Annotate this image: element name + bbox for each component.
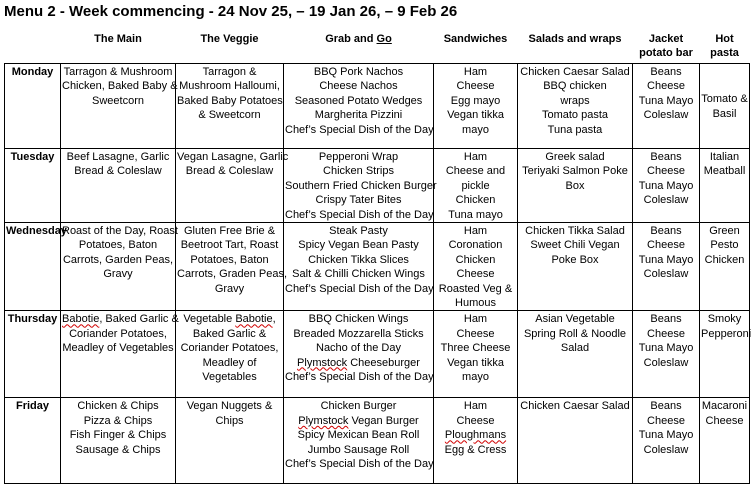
cell-grab-and-go: BBQ Chicken Wings Breaded Mozzarella Sticks Nacho of the Day Plymstock Cheeseburger Chef’s Special Dish of the Day [284,311,434,398]
cell-grab-and-go: Pepperoni Wrap Chicken Strips Southern Fried Chicken Burger Crispy Tater Bites Chef’s Special Dish of the Day [284,149,434,223]
cell-main: Tarragon & Mushroom Chicken, Baked Baby & Sweetcorn [61,64,176,149]
cell-grab-and-go: BBQ Pork Nachos Cheese Nachos Seasoned Potato Wedges Margherita Pizzini Chef’s Special Dish of the Day [284,64,434,149]
cell-jacket: Beans Cheese Tuna Mayo Coleslaw [633,64,700,149]
cell-salads: Chicken Caesar Salad BBQ chicken wraps Tomato pasta Tuna pasta [518,64,633,149]
header-hotpasta: Hot pasta [710,33,739,60]
cell-hotpasta: Tomato & Basil [700,64,750,149]
header-row [5,28,750,64]
header-veggie: The Veggie [200,33,259,45]
cell-sandwiches: Ham Cheese Three Cheese Vegan tikka mayo [434,311,518,398]
cell-sandwiches: Ham Cheese and pickle Chicken Tuna mayo [434,149,518,223]
day-friday: Friday [5,398,61,484]
cell-hotpasta: Italian Meatball [700,149,750,223]
day-monday: Monday [5,64,61,149]
menu-table [4,28,750,484]
header-day [5,28,61,64]
cell-veggie: Vegan Lasagne, Garlic Bread & Coleslaw [176,149,284,223]
cell-grab-and-go: Chicken Burger Plymstock Vegan Burger Spicy Mexican Bean Roll Jumbo Sausage Roll Chef’s Special Dish of the Day [284,398,434,484]
cell-jacket: Beans Cheese Tuna Mayo Coleslaw [633,398,700,484]
cell-veggie: Gluten Free Brie & Beetroot Tart, Roast Potatoes, Baton Carrots, Graden Peas, Gravy [176,223,284,311]
menu-title: Menu 2 - Week commencing - 24 Nov 25, – 19 Jan 26, – 9 Feb 26 [4,3,458,20]
header-sandwiches: Sandwiches [443,33,508,45]
cell-veggie: Vegan Nuggets & Chips [176,398,284,484]
cell-grab-and-go: Steak Pasty Spicy Vegan Bean Pasty Chicken Tikka Slices Salt & Chilli Chicken Wings Chef’s Special Dish of the Day [284,223,434,311]
cell-salads: Greek salad Teriyaki Salmon Poke Box [518,149,633,223]
cell-hotpasta: Macaroni Cheese [700,398,750,484]
cell-jacket: Beans Cheese Tuna Mayo Coleslaw [633,311,700,398]
cell-salads: Asian Vegetable Spring Roll & Noodle Salad [518,311,633,398]
cell-salads: Chicken Caesar Salad [518,398,633,484]
cell-sandwiches: Ham Coronation Chicken Cheese Roasted Veg & Humous [434,223,518,311]
cell-hotpasta: Smoky Pepperoni [700,311,750,398]
day-wednesday: Wednesday [5,223,61,311]
cell-main: Chicken & Chips Pizza & Chips Fish Finger & Chips Sausage & Chips [61,398,176,484]
cell-hotpasta: Green Pesto Chicken [700,223,750,311]
cell-jacket: Beans Cheese Tuna Mayo Coleslaw [633,223,700,311]
cell-main: Babotie, Baked Garlic & Coriander Potatoes, Meadley of Vegetables [61,311,176,398]
header-grab-and-go: Grab and Go [325,33,392,45]
row-wednesday [5,223,750,311]
cell-main: Roast of the Day, Roast Potatoes, Baton Carrots, Garden Peas, Gravy [61,223,176,311]
row-monday [5,64,750,149]
cell-sandwiches: Ham Cheese Ploughmans Egg & Cress [434,398,518,484]
header-salads: Salads and wraps [528,33,622,45]
cell-sandwiches: Ham Cheese Egg mayo Vegan tikka mayo [434,64,518,149]
row-friday [5,398,750,484]
cell-veggie: Vegetable Babotie, Baked Garlic & Coriander Potatoes, Meadley of Vegetables [176,311,284,398]
cell-veggie: Tarragon & Mushroom Halloumi, Baked Baby Potatoes & Sweetcorn [176,64,284,149]
day-tuesday: Tuesday [5,149,61,223]
row-tuesday [5,149,750,223]
day-thursday: Thursday [5,311,61,398]
cell-main: Beef Lasagne, Garlic Bread & Coleslaw [61,149,176,223]
cell-jacket: Beans Cheese Tuna Mayo Coleslaw [633,149,700,223]
header-main: The Main [94,33,142,45]
row-thursday [5,311,750,398]
cell-salads: Chicken Tikka Salad Sweet Chili Vegan Poke Box [518,223,633,311]
header-jacket: Jacket potato bar [639,33,693,60]
